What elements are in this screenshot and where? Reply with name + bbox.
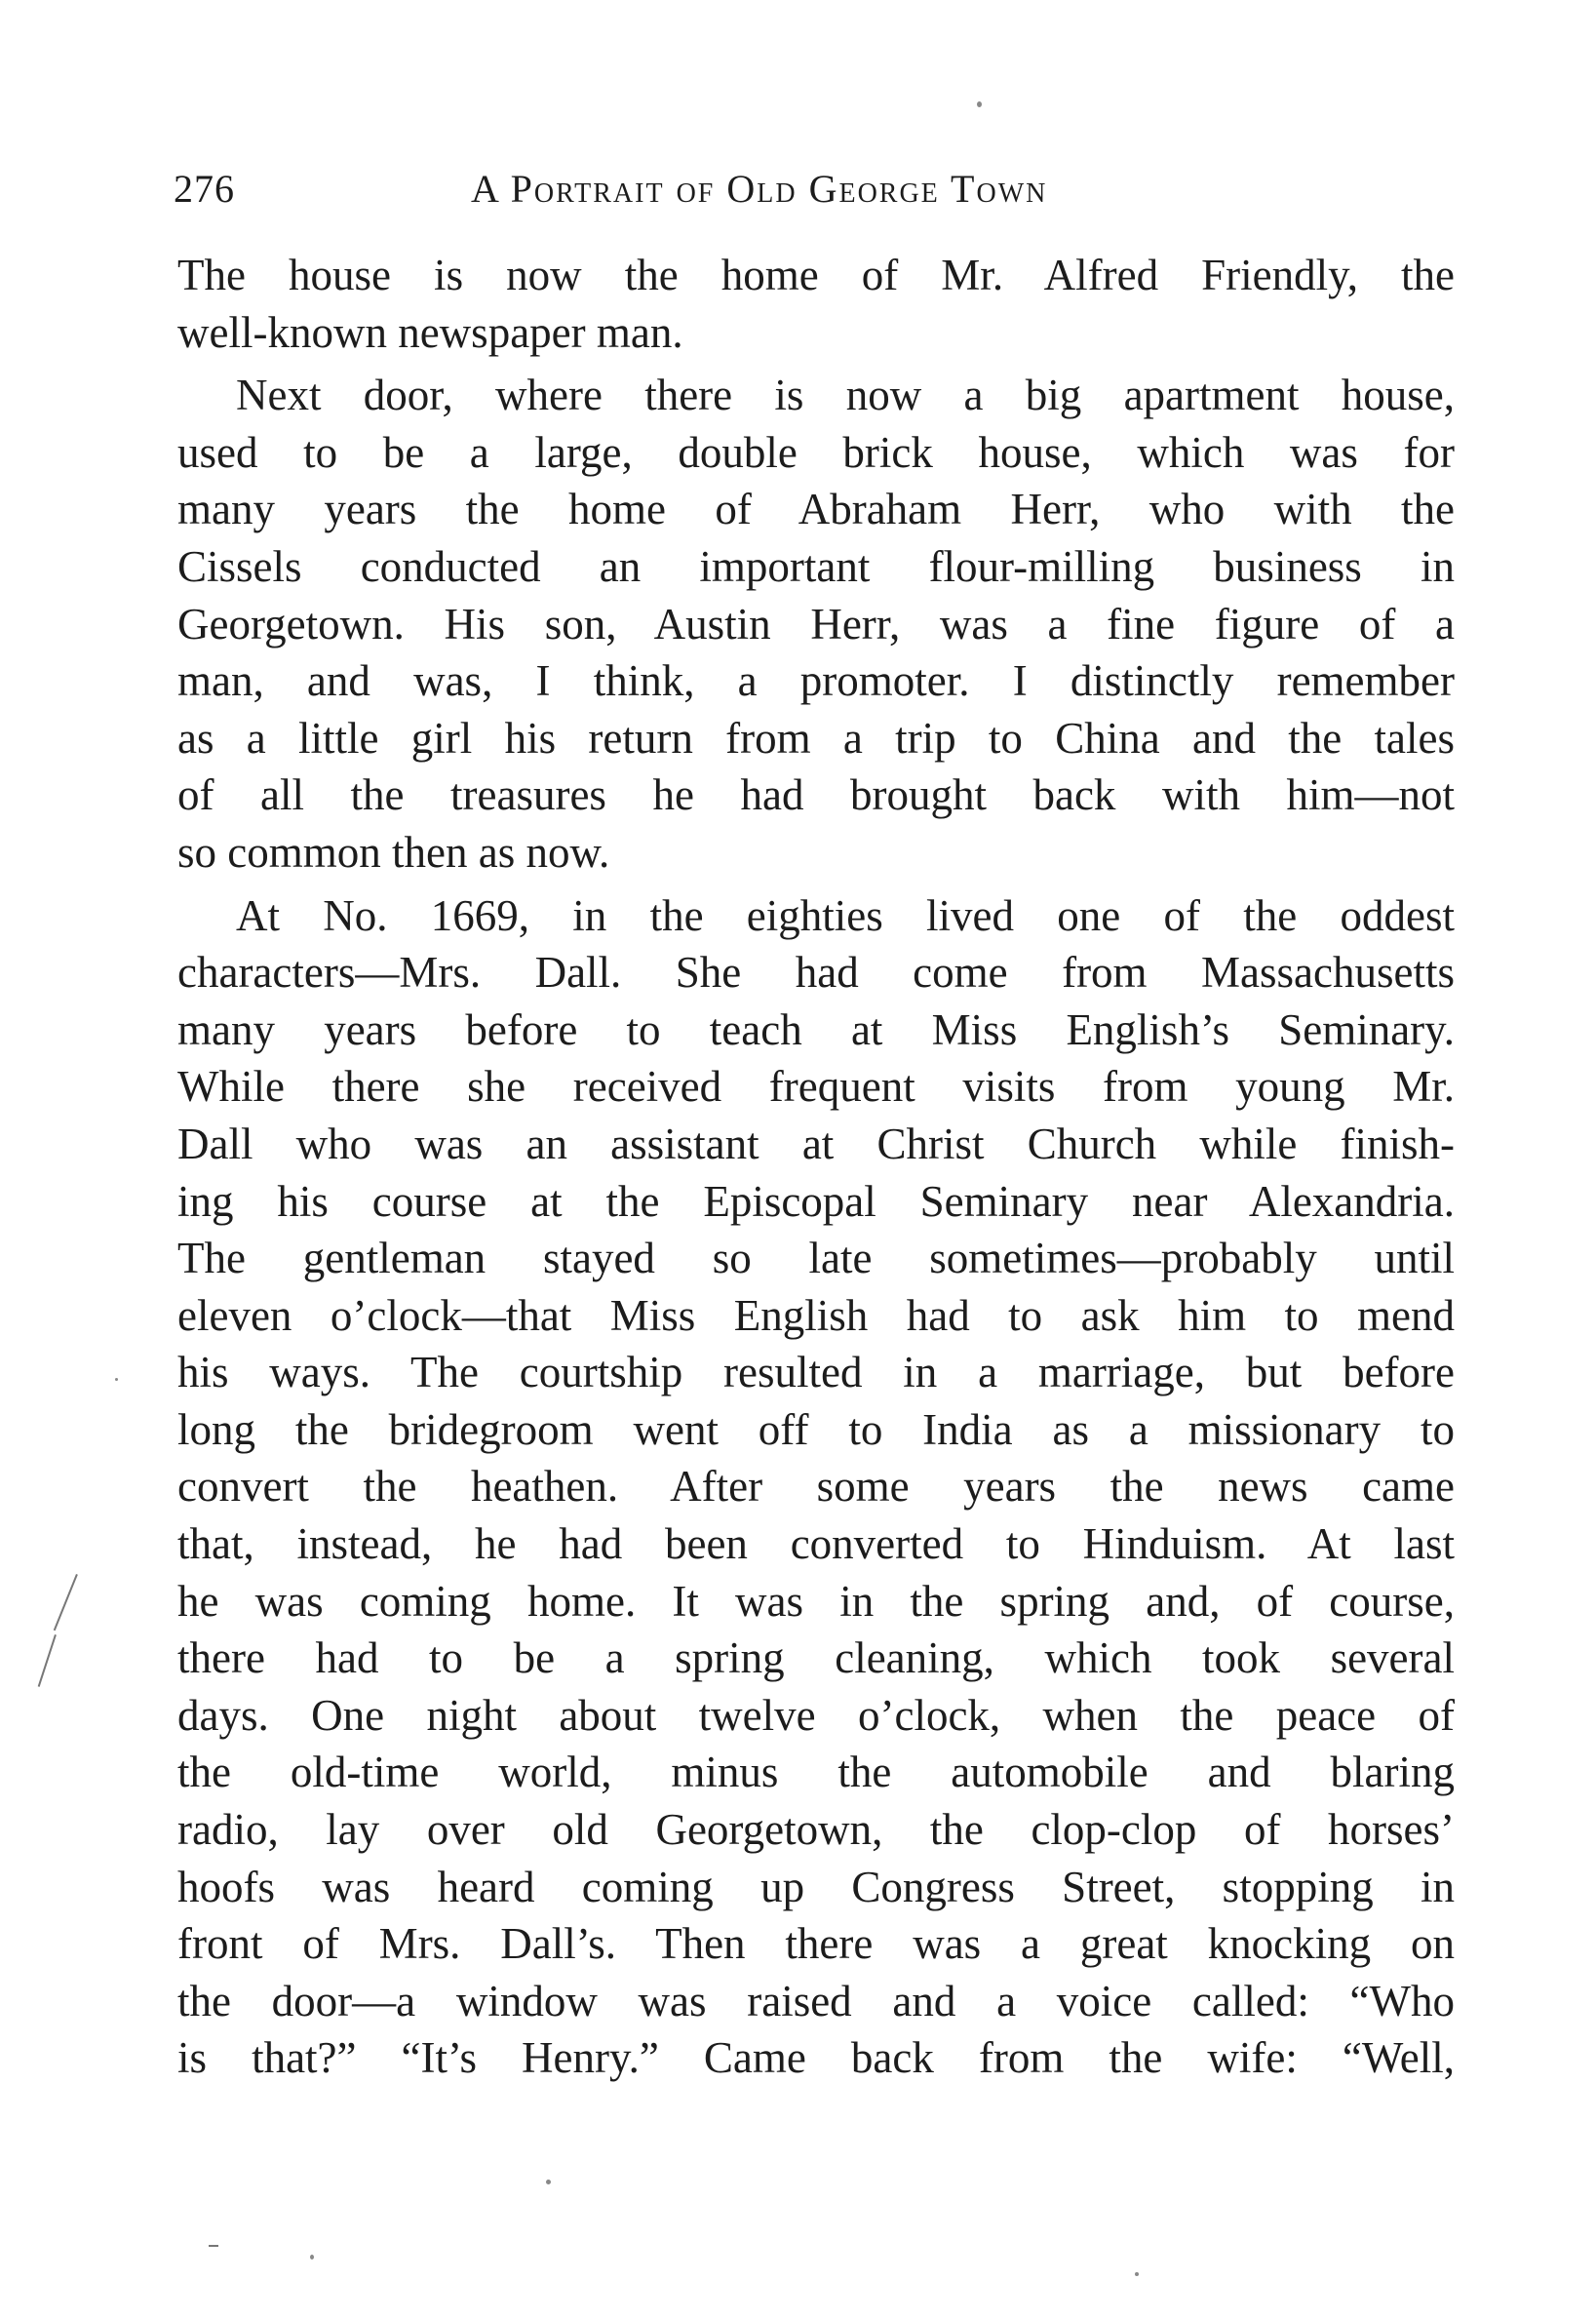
text-line: days. One night about twelve o’clock, when the peace of	[177, 1690, 1455, 1740]
text-line: Next door, where there is now a big apartment house,	[236, 371, 1455, 420]
text-line: of all the treasures he had brought back with him—not	[177, 770, 1455, 820]
text-line: many years the home of Abraham Herr, who with the	[177, 485, 1455, 534]
text-line: hoofs was heard coming up Congress Street, stopping in	[177, 1862, 1455, 1911]
text-line: eleven o’clock—that Miss English had to ask him to mend	[177, 1290, 1455, 1340]
text-line: used to be a large, double brick house, which was for	[177, 427, 1455, 477]
text-line: so common then as now.	[177, 827, 610, 877]
text-line: man, and was, I think, a promoter. I distinctly remember	[177, 656, 1455, 706]
text-line: While there she received frequent visits from young Mr.	[177, 1062, 1455, 1112]
scan-speck	[977, 101, 982, 107]
running-head	[174, 166, 1460, 224]
page-number: 276	[174, 167, 235, 211]
text-line: well-known newspaper man.	[177, 307, 683, 357]
text-line: ing his course at the Episcopal Seminary near Alexandria.	[177, 1176, 1455, 1226]
text-line: Cissels conducted an important flour-milling business in	[177, 541, 1455, 591]
text-line: as a little girl his return from a trip to China and the tales	[177, 713, 1455, 763]
text-line: radio, lay over old Georgetown, the clop-clop of horses’	[177, 1805, 1455, 1855]
text-line: the old-time world, minus the automobile and blaring	[177, 1748, 1455, 1797]
text-line: front of Mrs. Dall’s. Then there was a great knocking on	[177, 1919, 1455, 1969]
text-line: that, instead, he had been converted to Hinduism. At last	[177, 1519, 1455, 1569]
body-text	[177, 247, 1455, 2087]
text-line: long the bridegroom went off to India as a missionary to	[177, 1404, 1455, 1454]
text-line: there had to be a spring cleaning, which took several	[177, 1633, 1455, 1683]
text-line: his ways. The courtship resulted in a marriage, but before	[177, 1348, 1455, 1397]
text-line: The gentleman stayed so late sometimes—probably until	[177, 1234, 1455, 1283]
text-line: many years before to teach at Miss English’s Seminary.	[177, 1004, 1455, 1054]
text-line: Dall who was an assistant at Christ Church while finish-	[177, 1119, 1455, 1168]
scan-speck	[115, 1378, 118, 1381]
running-title: A Portrait of Old George Town	[471, 167, 1048, 211]
text-line: The house is now the home of Mr. Alfred Friendly, the	[177, 251, 1455, 299]
text-line: he was coming home. It was in the spring and, of course,	[177, 1576, 1455, 1626]
margin-pencil-mark	[38, 1634, 57, 1687]
text-line: At No. 1669, in the eighties lived one of the oddest	[236, 890, 1455, 940]
scan-speck	[1135, 2272, 1139, 2276]
text-line: Georgetown. His son, Austin Herr, was a fine figure of a	[177, 599, 1455, 649]
margin-pencil-mark	[209, 2245, 218, 2247]
text-line: the door—a window was raised and a voice called: “Who	[177, 1976, 1455, 2025]
text-line: convert the heathen. After some years the news came	[177, 1462, 1455, 1512]
text-line: characters—Mrs. Dall. She had come from Massachusetts	[177, 948, 1455, 998]
scan-speck	[546, 2180, 551, 2184]
margin-pencil-mark	[54, 1574, 78, 1631]
text-line: is that?” “It’s Henry.” Came back from the wife: “Well,	[177, 2033, 1455, 2083]
scan-speck	[310, 2255, 314, 2260]
